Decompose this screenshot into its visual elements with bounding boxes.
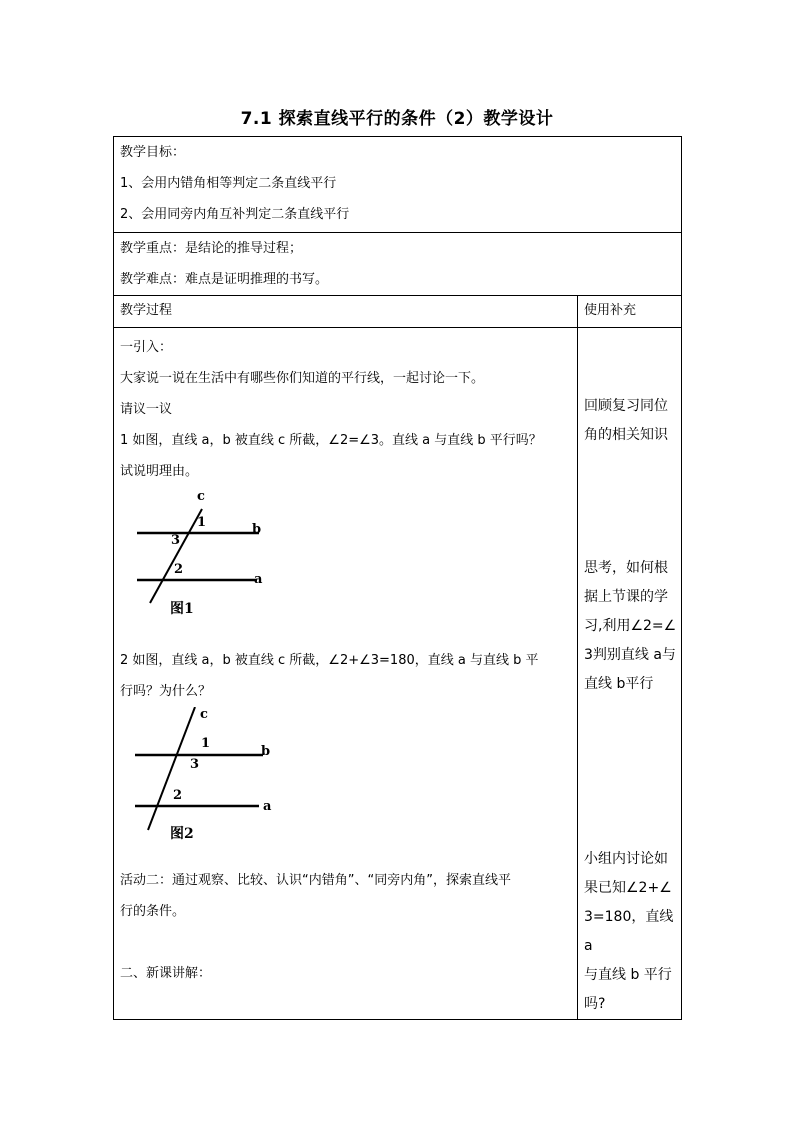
process-row	[114, 328, 682, 1020]
fig2-caption: 图2	[170, 826, 194, 842]
new-lesson-heading: 二、新课讲解：	[120, 966, 212, 981]
fig1-label-a: a	[254, 572, 263, 587]
process-header-row	[114, 296, 682, 328]
fig1-label-b: b	[252, 522, 262, 537]
key-focus: 教学重点：是结论的推导过程；	[120, 241, 303, 256]
fig1-angle-1: 1	[197, 515, 207, 530]
fig1-angle-2: 2	[174, 562, 184, 577]
fig2-transversal-c	[148, 707, 195, 830]
objectives-heading: 教学目标：	[120, 145, 186, 160]
fig2-label-c: c	[200, 707, 208, 722]
note-group-discussion: 小组内讨论如 果已知∠2+∠ 3=180，直线 a 与直线 b 平行 吗?	[584, 851, 674, 1012]
page-title: 7.1 探索直线平行的条件（2）教学设计	[240, 109, 554, 129]
fig2-label-a: a	[263, 799, 272, 814]
key-difficulty: 教学难点：难点是证明推理的书写。	[120, 272, 329, 287]
figure-1-diagram	[114, 487, 578, 645]
question-2-line-2: 行吗？为什么？	[120, 684, 212, 699]
discuss-prompt: 请议一议	[120, 402, 173, 417]
note-think: 思考，如何根 据上节课的学 习,利用∠2=∠ 3判别直线 a与 直线 b平行	[584, 560, 677, 692]
intro-discussion: 大家说一说在生活中有哪些你们知道的平行线，一起讨论一下。	[120, 371, 485, 386]
question-1-line-1: 1 如图，直线 a，b 被直线 c 所截，∠2=∠3。直线 a 与直线 b 平行吗？	[120, 433, 542, 448]
fig2-label-b: b	[261, 744, 271, 759]
fig1-caption: 图1	[170, 601, 194, 617]
figure-2-diagram	[114, 707, 578, 865]
question-1-line-2: 试说明理由。	[120, 464, 199, 479]
fig2-angle-3: 3	[190, 757, 200, 772]
fig1-transversal-c	[150, 509, 202, 603]
intro-heading: 一引入：	[120, 340, 173, 355]
fig1-angle-3: 3	[171, 533, 181, 548]
note-review: 回顾复习同位 角的相关知识	[584, 398, 668, 443]
objectives-row	[114, 137, 682, 233]
question-2-line-1: 2 如图，直线 a，b 被直线 c 所截，∠2+∠3=180，直线 a 与直线 b 平	[120, 653, 539, 668]
objective-item-2: 2、会用同旁内角互补判定二条直线平行	[120, 207, 350, 222]
lesson-plan-table	[113, 136, 682, 1020]
fig2-angle-2: 2	[173, 788, 183, 803]
process-header-right: 使用补充	[584, 303, 637, 318]
notes-column	[578, 328, 682, 1020]
objective-item-1: 1、会用内错角相等判定二条直线平行	[120, 176, 337, 191]
process-header-left: 教学过程	[120, 303, 173, 318]
activity-two-line-1: 活动二：通过观察、比较、认识“内错角”、“同旁内角”，探索直线平	[120, 873, 511, 888]
activity-two-line-2: 行的条件。	[120, 904, 186, 919]
key-points-row	[114, 233, 682, 296]
fig2-angle-1: 1	[201, 736, 211, 751]
fig1-label-c: c	[197, 489, 205, 504]
